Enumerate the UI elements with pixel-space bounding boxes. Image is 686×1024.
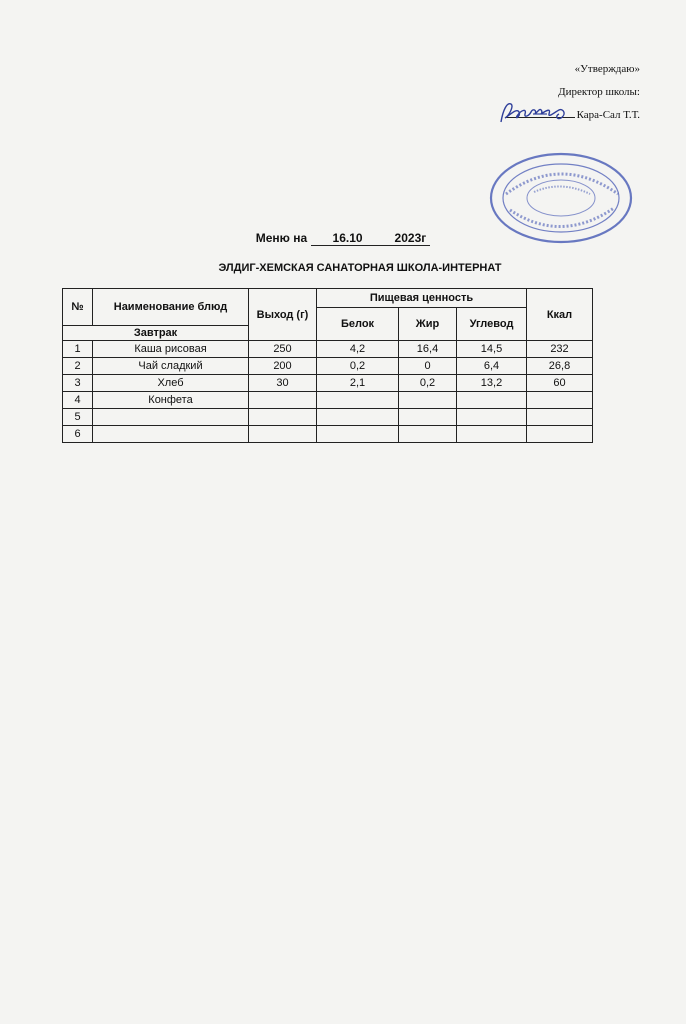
school-name: ЭЛДИГ-ХЕМСКАЯ САНАТОРНАЯ ШКОЛА-ИНТЕРНАТ xyxy=(218,262,502,274)
row-output xyxy=(249,426,317,443)
row-fat xyxy=(399,392,457,409)
menu-date: 16.10 xyxy=(311,231,381,246)
col-kcal-header: Ккал xyxy=(527,289,593,341)
table-header-row xyxy=(63,289,593,308)
row-protein xyxy=(317,409,399,426)
table-row xyxy=(63,358,593,375)
table-row xyxy=(63,341,593,358)
row-fat xyxy=(399,426,457,443)
row-carbs xyxy=(457,426,527,443)
row-protein xyxy=(317,392,399,409)
section-breakfast: Завтрак xyxy=(63,326,249,341)
row-no: 4 xyxy=(63,392,93,409)
row-output xyxy=(249,392,317,409)
col-output-header xyxy=(249,289,317,341)
row-no: 6 xyxy=(63,426,93,443)
menu-title xyxy=(0,231,686,246)
row-carbs: 6,4 xyxy=(457,358,527,375)
table-row xyxy=(63,426,593,443)
row-no: 3 xyxy=(63,375,93,392)
row-no: 2 xyxy=(63,358,93,375)
col-output-label: Выход (г) xyxy=(256,308,309,321)
row-carbs xyxy=(457,409,527,426)
row-kcal: 60 xyxy=(527,375,593,392)
row-output: 250 xyxy=(249,341,317,358)
menu-label: Меню на xyxy=(255,231,308,245)
table-row xyxy=(63,409,593,426)
row-carbs: 14,5 xyxy=(457,341,527,358)
row-fat xyxy=(399,409,457,426)
approve-text: «Утверждаю» xyxy=(574,63,640,75)
row-fat: 0,2 xyxy=(399,375,457,392)
col-protein-header: Белок xyxy=(317,308,399,341)
row-kcal xyxy=(527,392,593,409)
row-no: 1 xyxy=(63,341,93,358)
row-output xyxy=(249,409,317,426)
col-nutrition-header: Пищевая ценность xyxy=(317,289,527,308)
row-carbs: 13,2 xyxy=(457,375,527,392)
row-output: 30 xyxy=(249,375,317,392)
table-row xyxy=(63,375,593,392)
row-name: Каша рисовая xyxy=(93,341,249,358)
row-output: 200 xyxy=(249,358,317,375)
row-kcal xyxy=(527,409,593,426)
row-name: Хлеб xyxy=(93,375,249,392)
row-fat: 16,4 xyxy=(399,341,457,358)
row-name: Чай сладкий xyxy=(93,358,249,375)
row-fat: 0 xyxy=(399,358,457,375)
menu-table xyxy=(62,288,593,443)
row-no: 5 xyxy=(63,409,93,426)
row-name xyxy=(93,409,249,426)
col-no-header: № xyxy=(63,289,93,326)
signature-image xyxy=(497,96,577,133)
director-name: Кара-Сал Т.Т. xyxy=(576,109,640,121)
menu-year: 2023г xyxy=(381,231,431,246)
col-carbs-header: Углевод xyxy=(457,308,527,341)
row-protein: 0,2 xyxy=(317,358,399,375)
row-protein: 4,2 xyxy=(317,341,399,358)
row-kcal: 26,8 xyxy=(527,358,593,375)
row-kcal: 232 xyxy=(527,341,593,358)
col-fat-header: Жир xyxy=(399,308,457,341)
director-label: Директор школы: xyxy=(558,86,640,98)
row-protein xyxy=(317,426,399,443)
row-kcal xyxy=(527,426,593,443)
col-name-header: Наименование блюд xyxy=(93,289,249,326)
row-name: Конфета xyxy=(93,392,249,409)
row-protein: 2,1 xyxy=(317,375,399,392)
row-name xyxy=(93,426,249,443)
table-row xyxy=(63,392,593,409)
row-carbs xyxy=(457,392,527,409)
